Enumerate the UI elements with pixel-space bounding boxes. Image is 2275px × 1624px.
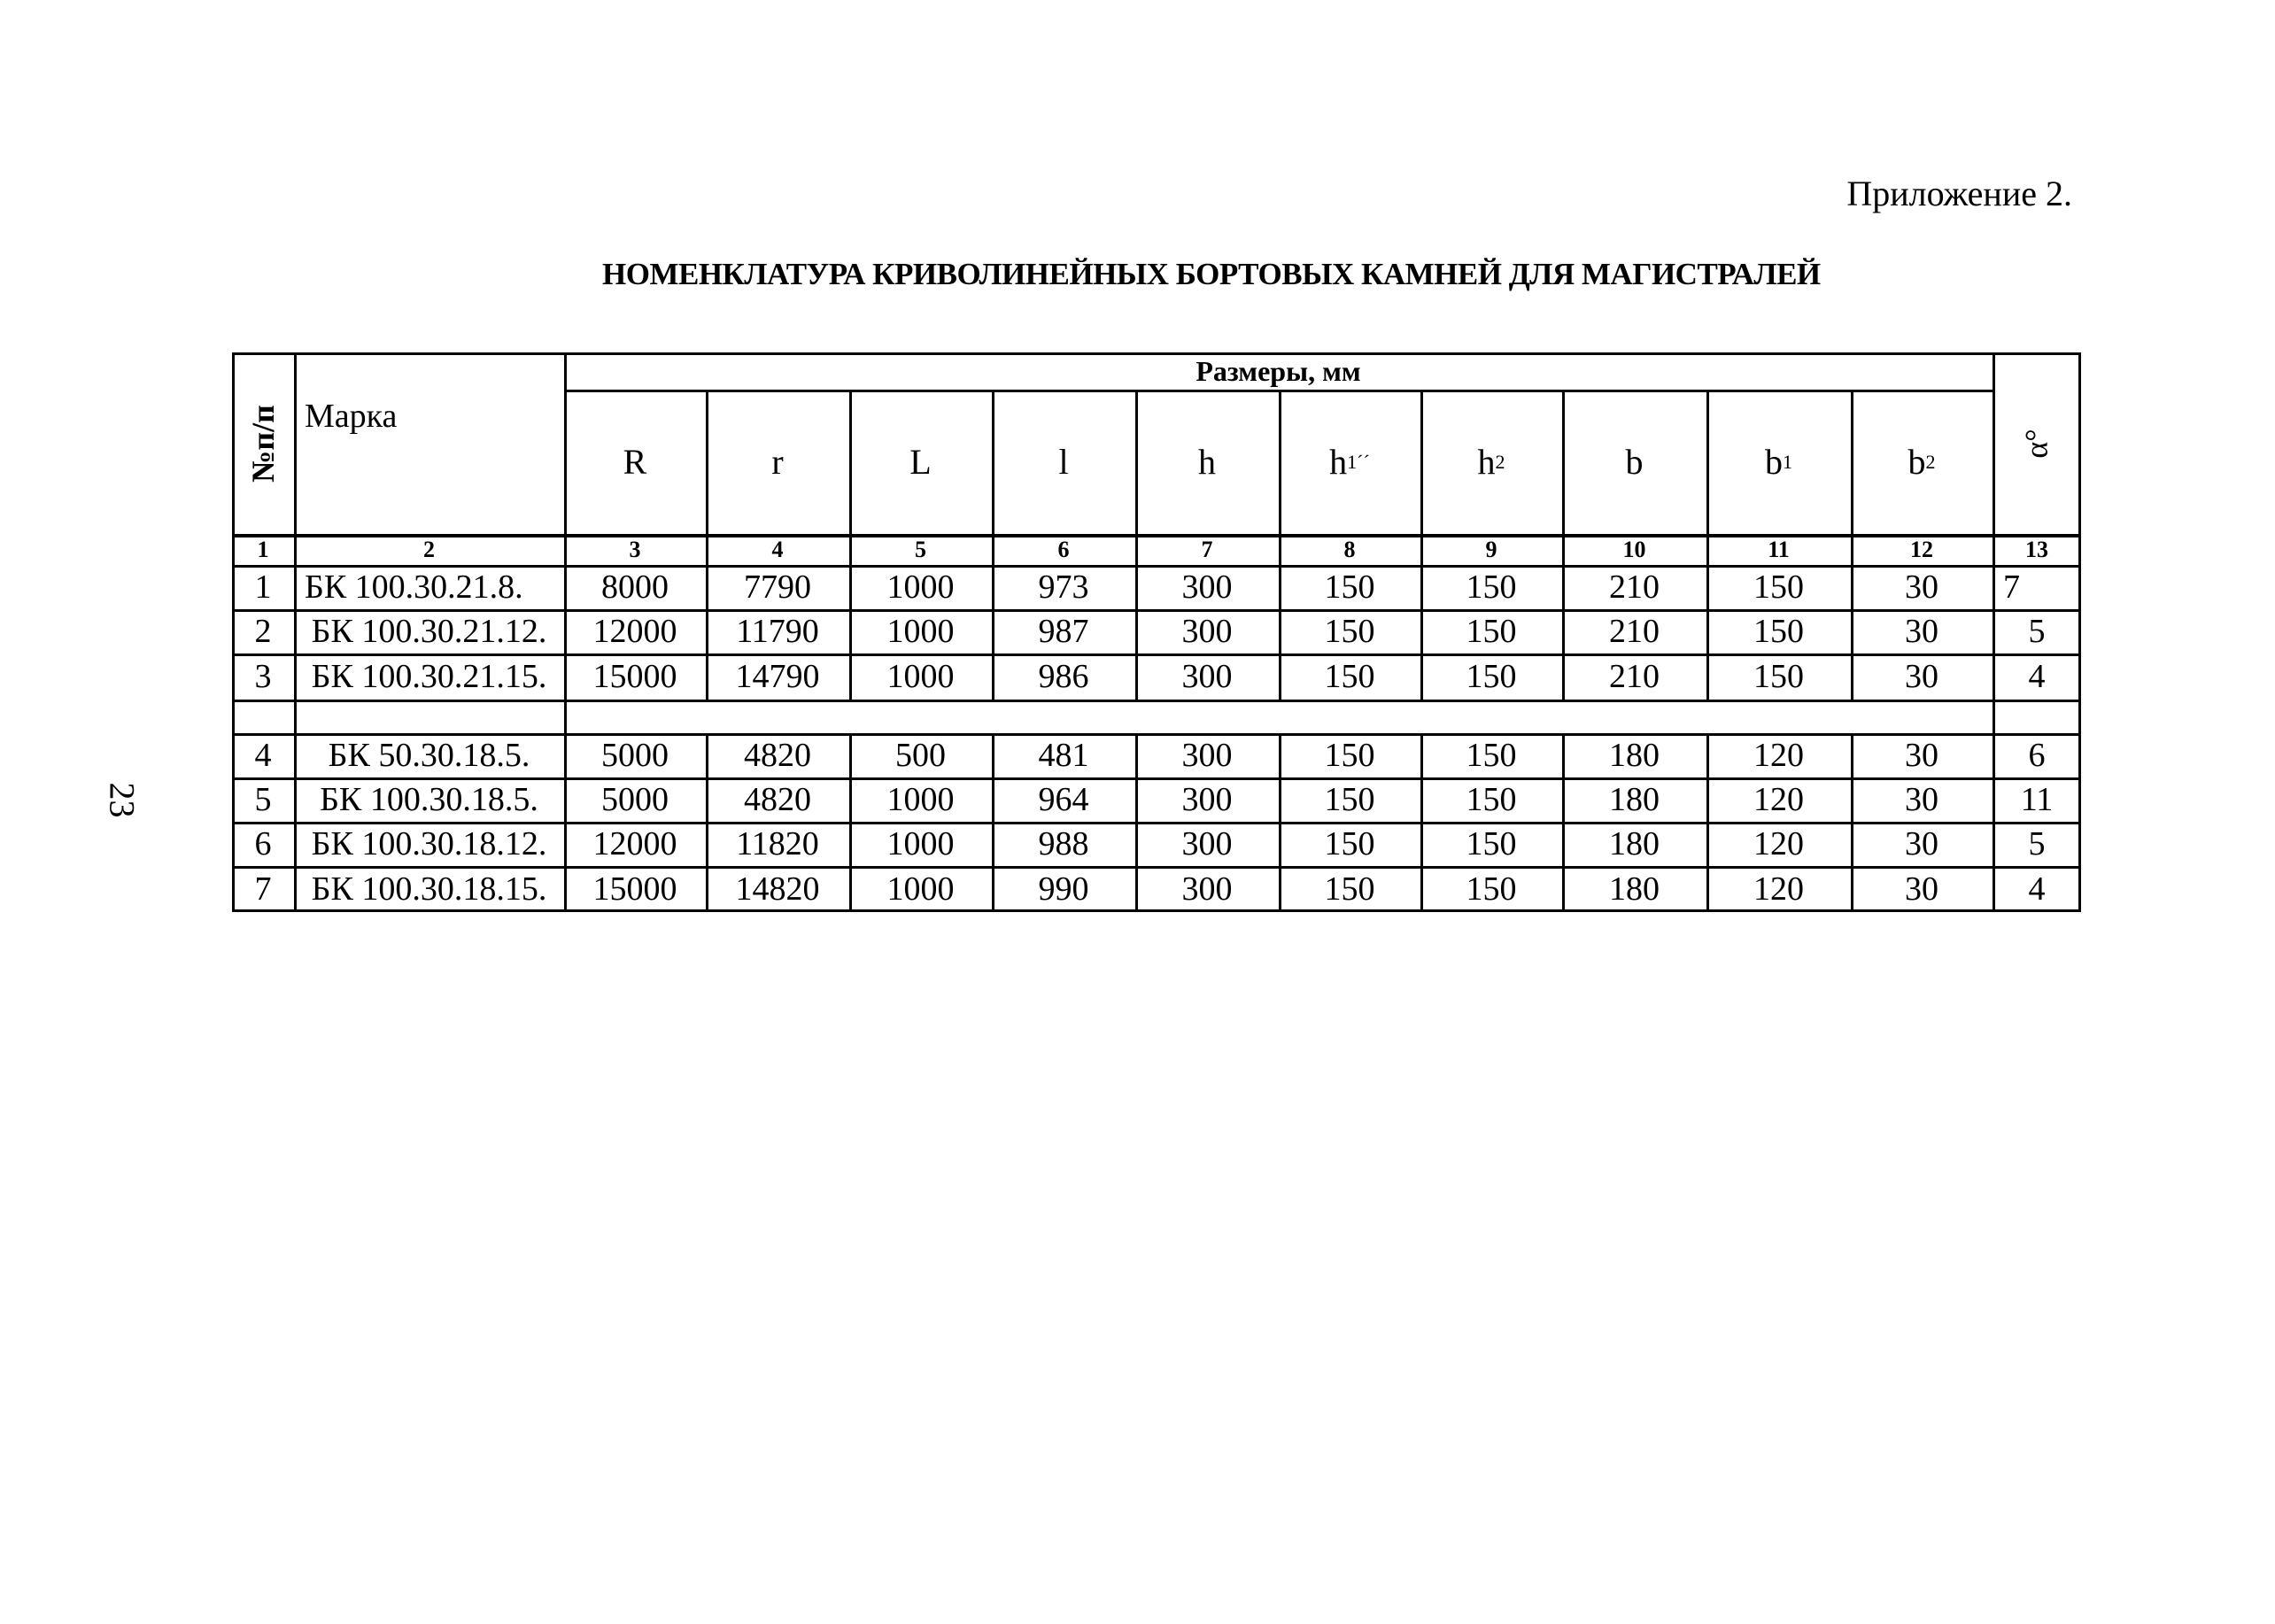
table-grid-line [849, 733, 852, 912]
table-grid-line [1851, 733, 1853, 912]
table-grid-line [1993, 352, 1995, 390]
header-dim-symbol: l [1058, 442, 1069, 482]
nomenclature-table [232, 352, 2081, 912]
row-value: 4820 [744, 781, 811, 818]
column-number: 12 [1910, 536, 1933, 562]
header-dim-superscript: 1´´ [1347, 450, 1370, 473]
column-number: 8 [1343, 536, 1356, 562]
row-value: 150 [1324, 781, 1375, 818]
column-number: 5 [915, 536, 926, 562]
row-value: 1000 [886, 613, 955, 650]
row-value: 1000 [886, 568, 955, 606]
table-grid-line [294, 352, 297, 912]
row-value: 5 [2028, 825, 2046, 862]
row-value: 150 [1466, 870, 1517, 908]
row-marka: БК 100.30.18.5. [320, 781, 538, 818]
row-value: 30 [1905, 870, 1938, 908]
row-value: 5 [2028, 613, 2046, 650]
row-value: 5000 [601, 737, 669, 774]
row-value: 11 [2020, 781, 2054, 818]
row-value: 11790 [736, 613, 819, 650]
table-grid-line [1706, 390, 1709, 700]
table-grid-line [1420, 390, 1423, 700]
row-value: 120 [1753, 870, 1804, 908]
row-value: 120 [1753, 781, 1804, 818]
row-value: 481 [1038, 737, 1089, 774]
row-number: 5 [254, 781, 272, 818]
row-value: 180 [1609, 737, 1660, 774]
column-number: 7 [1201, 536, 1213, 562]
header-group-dimensions: Размеры, мм [1196, 354, 1361, 387]
row-value: 4 [2028, 658, 2046, 695]
column-number: 6 [1057, 536, 1070, 562]
header-number-label: №п/п [245, 404, 282, 483]
table-grid-line [1135, 733, 1138, 912]
row-value: 150 [1324, 658, 1375, 695]
row-value: 986 [1038, 658, 1089, 695]
header-dim-4 [992, 390, 1135, 534]
row-value: 150 [1466, 658, 1517, 695]
row-value: 150 [1466, 825, 1517, 862]
row-number: 4 [254, 737, 272, 774]
header-angle-label: α° [2018, 428, 2054, 459]
table-grid-line [564, 352, 567, 912]
column-number: 13 [2025, 536, 2048, 562]
row-value: 150 [1324, 568, 1375, 606]
row-value: 210 [1609, 568, 1660, 606]
header-dim-symbol: b [1907, 442, 1926, 482]
row-value: 150 [1466, 781, 1517, 818]
row-value: 150 [1324, 737, 1375, 774]
row-value: 30 [1905, 613, 1938, 650]
table-grid-line [1706, 733, 1709, 912]
header-dim-symbol: h [1329, 442, 1348, 482]
column-number: 10 [1622, 536, 1646, 562]
row-value: 5000 [601, 781, 669, 818]
row-number: 3 [254, 658, 272, 695]
table-grid-line [1279, 733, 1281, 912]
row-value: 30 [1905, 737, 1938, 774]
row-value: 973 [1038, 568, 1089, 606]
column-number: 2 [423, 536, 435, 562]
appendix-label: Приложение 2. [1846, 174, 2072, 213]
row-marka: БК 50.30.18.5. [328, 737, 530, 774]
row-value: 150 [1324, 870, 1375, 908]
table-grid-line [1562, 390, 1565, 700]
row-value: 15000 [592, 870, 677, 908]
table-grid-line [232, 733, 2081, 736]
row-value: 180 [1609, 781, 1660, 818]
header-dim-symbol: L [909, 442, 932, 482]
table-grid-line [849, 390, 852, 700]
header-dim-symbol: h [1477, 442, 1496, 482]
row-value: 300 [1181, 825, 1233, 862]
column-number: 3 [629, 536, 641, 562]
row-value: 30 [1905, 658, 1938, 695]
header-dim-8 [1562, 390, 1706, 534]
header-dim-superscript: 1 [1783, 450, 1792, 473]
header-dim-symbol: r [771, 442, 784, 482]
header-number [232, 352, 294, 534]
row-value: 11820 [736, 825, 819, 862]
header-dim-symbol: b [1625, 442, 1644, 482]
table-grid-line [1562, 733, 1565, 912]
header-marka: Марка [305, 398, 398, 435]
row-value: 8000 [601, 568, 669, 606]
row-value: 1000 [886, 870, 955, 908]
row-value: 120 [1753, 825, 1804, 862]
table-grid-line [1851, 390, 1853, 700]
row-value: 964 [1038, 781, 1089, 818]
page-number: 23 [102, 782, 143, 818]
table-grid-line [232, 700, 2081, 702]
row-number: 7 [254, 870, 272, 908]
row-value: 210 [1609, 658, 1660, 695]
row-value: 300 [1181, 781, 1233, 818]
row-value: 30 [1905, 825, 1938, 862]
row-value: 15000 [592, 658, 677, 695]
header-dim-5 [1135, 390, 1279, 534]
row-value: 1000 [886, 825, 955, 862]
header-dim-symbol: R [623, 442, 647, 482]
row-value: 1000 [886, 781, 955, 818]
row-value: 300 [1181, 737, 1233, 774]
row-value: 150 [1753, 658, 1804, 695]
row-value: 14790 [735, 658, 820, 695]
column-number: 1 [257, 536, 269, 562]
row-value: 150 [1466, 613, 1517, 650]
row-number: 1 [254, 568, 272, 606]
header-dim-1 [564, 390, 706, 534]
row-marka: БК 100.30.21.15. [311, 658, 547, 695]
row-value: 150 [1466, 737, 1517, 774]
table-grid-line [1993, 352, 1995, 912]
row-value: 6 [2028, 737, 2046, 774]
row-value: 150 [1466, 568, 1517, 606]
row-value: 300 [1181, 613, 1233, 650]
table-grid-line [1420, 733, 1423, 912]
row-marka: БК 100.30.18.12. [311, 825, 547, 862]
column-number: 9 [1485, 536, 1497, 562]
header-dim-symbol: b [1765, 442, 1783, 482]
row-value: 180 [1609, 870, 1660, 908]
row-number: 2 [254, 613, 272, 650]
row-value: 990 [1038, 870, 1089, 908]
table-grid-line [706, 390, 708, 700]
header-dim-superscript: 2 [1925, 450, 1936, 473]
row-value: 300 [1181, 870, 1233, 908]
document-title: НОМЕНКЛАТУРА КРИВОЛИНЕЙНЫХ БОРТОВЫХ КАМНЕЙ ДЛЯ МАГИСТРАЛЕЙ [602, 257, 1821, 291]
row-value: 150 [1324, 613, 1375, 650]
column-number: 11 [1768, 536, 1790, 562]
row-value: 7790 [744, 568, 811, 606]
row-value: 300 [1181, 568, 1233, 606]
table-grid-line [992, 733, 994, 912]
row-value: 30 [1905, 781, 1938, 818]
row-value: 150 [1753, 613, 1804, 650]
header-dim-9 [1706, 390, 1851, 534]
header-dim-symbol: h [1198, 442, 1216, 482]
table-grid-line [1135, 390, 1138, 700]
row-value: 4820 [744, 737, 811, 774]
header-dim-7 [1420, 390, 1562, 534]
row-value: 1000 [886, 658, 955, 695]
header-angle [1993, 352, 2081, 534]
column-number: 4 [771, 536, 784, 562]
header-dim-10 [1851, 390, 1993, 534]
row-value: 300 [1181, 658, 1233, 695]
row-value: 12000 [592, 613, 677, 650]
row-number: 6 [254, 825, 272, 862]
row-value: 120 [1753, 737, 1804, 774]
row-value: 180 [1609, 825, 1660, 862]
table-grid-line [706, 733, 708, 912]
row-value: 210 [1609, 613, 1660, 650]
row-marka: БК 100.30.18.15. [311, 870, 547, 908]
header-dim-2 [706, 390, 849, 534]
row-marka: БК 100.30.21.8. [305, 568, 523, 606]
header-dim-3 [849, 390, 992, 534]
header-dim-superscript: 2 [1495, 450, 1505, 473]
row-value: 14820 [735, 870, 820, 908]
row-value: 500 [895, 737, 946, 774]
row-value: 987 [1038, 613, 1089, 650]
header-dim-6 [1279, 390, 1420, 534]
row-value: 12000 [592, 825, 677, 862]
row-value: 30 [1905, 568, 1938, 606]
row-value: 150 [1324, 825, 1375, 862]
table-grid-line [1279, 390, 1281, 700]
row-value: 150 [1753, 568, 1804, 606]
row-marka: БК 100.30.21.12. [311, 613, 547, 650]
row-value: 7 [2003, 568, 2020, 606]
row-value: 988 [1038, 825, 1089, 862]
row-value: 4 [2028, 870, 2046, 908]
table-grid-line [992, 390, 994, 700]
